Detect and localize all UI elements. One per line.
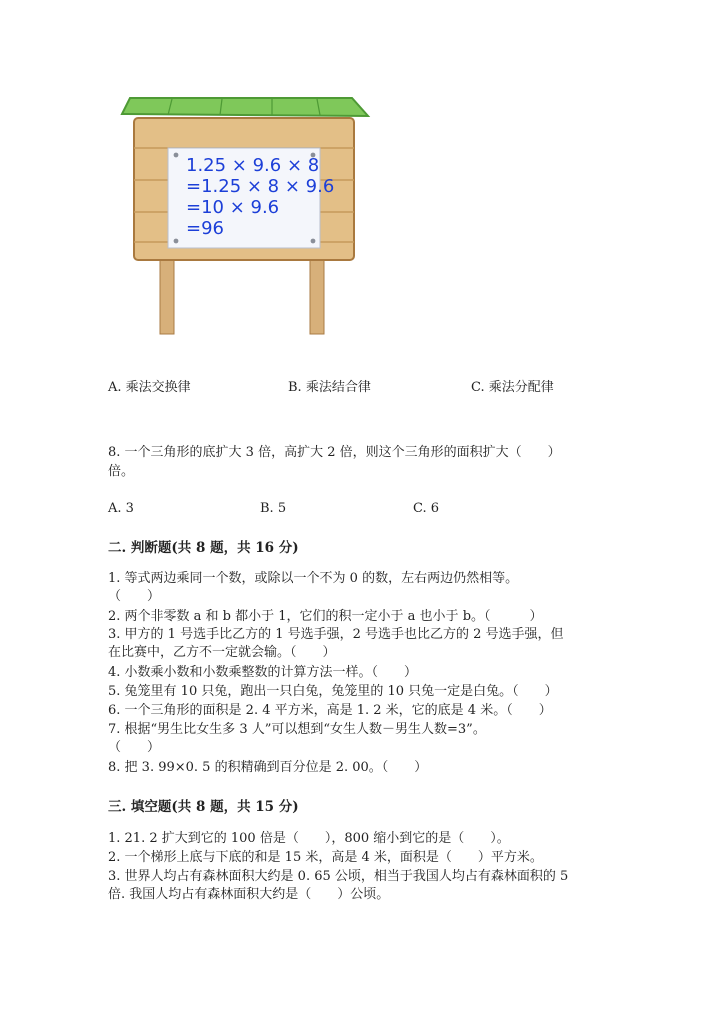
judgement-line: 在比赛中，乙方不一定就会输。（ ） bbox=[108, 645, 336, 660]
q8-line: 倍。 bbox=[108, 464, 135, 479]
judgement-line: 6. 一个三角形的面积是 2. 4 平方米，高是 1. 2 米，它的底是 4 米。（ ） bbox=[108, 703, 552, 718]
fill-blank-line: 3. 世界人均占有森林面积大约是 0. 65 公顷，相当于我国人均占有森林面积的 5 bbox=[108, 869, 569, 884]
q8-option-a: A. 3 bbox=[108, 501, 134, 516]
sign-line: =1.25 × 8 × 9.6 bbox=[186, 176, 335, 197]
q7-option-a: A. 乘法交换律 bbox=[108, 380, 191, 395]
fill-blank-line: 倍. 我国人均占有森林面积大约是（ ）公顷。 bbox=[108, 887, 390, 902]
judgement-line: 8. 把 3. 99×0. 5 的积精确到百分位是 2. 00。（ ） bbox=[108, 760, 428, 775]
q7-option-c: C. 乘法分配律 bbox=[471, 380, 554, 395]
judgement-line: （ ） bbox=[108, 740, 161, 755]
sign-line: =10 × 9.6 bbox=[186, 197, 280, 218]
fill-blank-line: 2. 一个梯形上底与下底的和是 15 米，高是 4 米，面积是（ ）平方米。 bbox=[108, 850, 543, 865]
judgement-line: 3. 甲方的 1 号选手比乙方的 1 号选手强，2 号选手也比乙方的 2 号选手强，但 bbox=[108, 627, 564, 642]
section-heading: 三. 填空题(共 8 题，共 15 分) bbox=[108, 799, 299, 815]
section-heading: 二. 判断题(共 8 题，共 16 分) bbox=[108, 540, 299, 556]
sign-line: 1.25 × 9.6 × 8 bbox=[186, 155, 320, 176]
sign-equation bbox=[186, 155, 335, 239]
q8-option-c: C. 6 bbox=[413, 501, 440, 516]
q8-option-b: B. 5 bbox=[260, 501, 287, 516]
judgement-line: 5. 兔笼里有 10 只兔，跑出一只白兔，兔笼里的 10 只兔一定是白兔。（ ） bbox=[108, 684, 558, 699]
q7-option-b: B. 乘法结合律 bbox=[288, 380, 371, 395]
judgement-line: 2. 两个非零数 a 和 b 都小于 1，它们的积一定小于 a 也小于 b。（ ） bbox=[108, 609, 543, 624]
judgement-line: 4. 小数乘小数和小数乘整数的计算方法一样。（ ） bbox=[108, 665, 418, 680]
q8-line: 8. 一个三角形的底扩大 3 倍，高扩大 2 倍，则这个三角形的面积扩大（ ） bbox=[108, 445, 561, 460]
sign-line: =96 bbox=[186, 218, 224, 239]
judgement-line: （ ） bbox=[108, 589, 161, 604]
fill-blank-line: 1. 21. 2 扩大到它的 100 倍是（ ），800 缩小到它的是（ ）。 bbox=[108, 831, 510, 846]
judgement-line: 1. 等式两边乘同一个数，或除以一个不为 0 的数，左右两边仍然相等。 bbox=[108, 571, 519, 586]
judgement-line: 7. 根据“男生比女生多 3 人”可以想到“女生人数－男生人数=3”。 bbox=[108, 722, 486, 737]
